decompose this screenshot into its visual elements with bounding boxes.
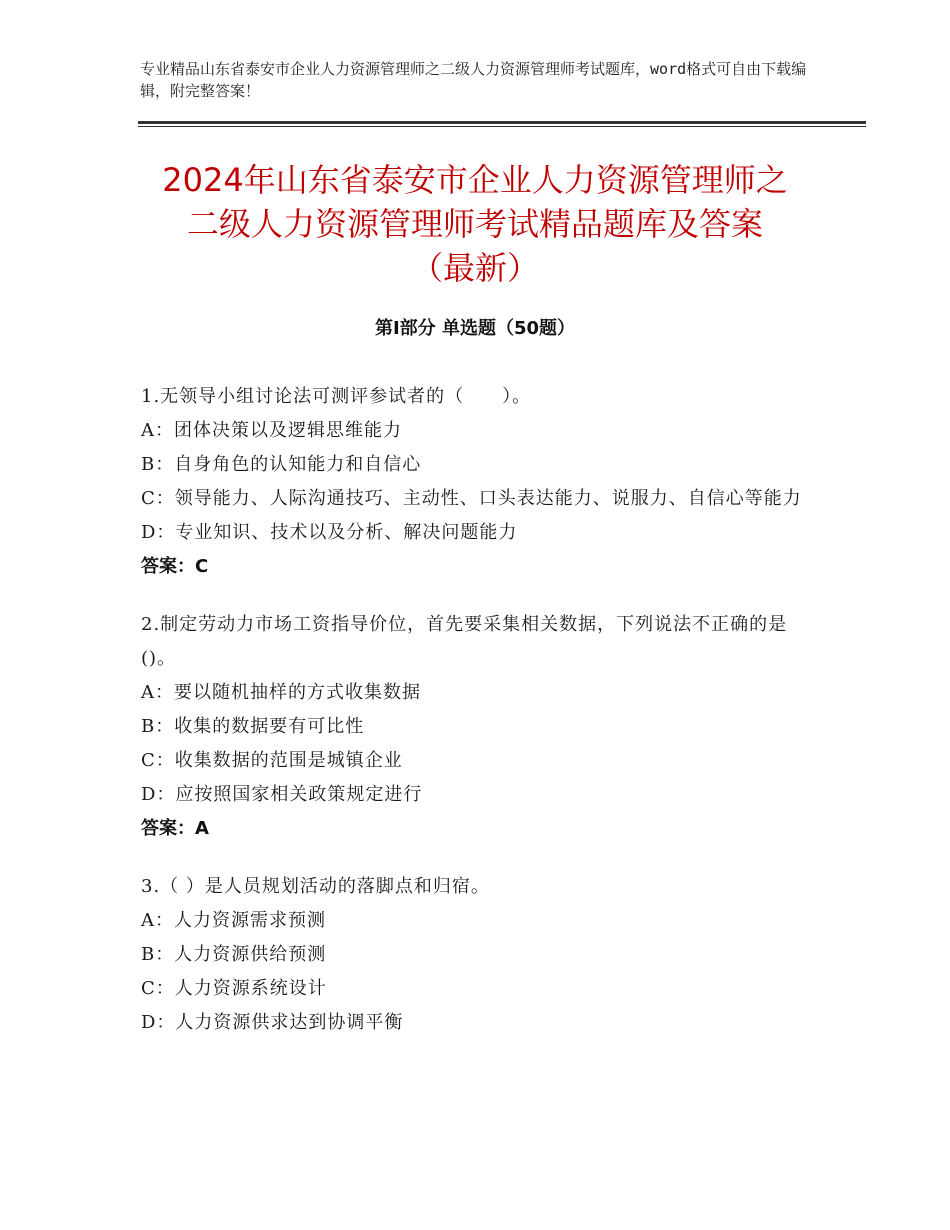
header-divider-thick bbox=[138, 121, 866, 124]
question-2 bbox=[141, 608, 811, 846]
answer: 答案：A bbox=[141, 818, 209, 839]
option-d: D：专业知识、技术以及分析、解决问题能力 bbox=[141, 522, 518, 543]
question-list bbox=[141, 380, 811, 1064]
option-c: C：人力资源系统设计 bbox=[141, 978, 327, 999]
question-stem: 3.（ ）是人员规划活动的落脚点和归宿。 bbox=[141, 876, 490, 897]
title-line-1: 2024年山东省泰安市企业人力资源管理师之 bbox=[162, 161, 788, 199]
option-c: C：收集数据的范围是城镇企业 bbox=[141, 750, 403, 771]
option-c: C：领导能力、人际沟通技巧、主动性、口头表达能力、说服力、自信心等能力 bbox=[141, 488, 802, 509]
question-3 bbox=[141, 870, 811, 1040]
option-b: B：人力资源供给预测 bbox=[141, 944, 327, 965]
option-d: D：应按照国家相关政策规定进行 bbox=[141, 784, 423, 805]
question-stem: 2.制定劳动力市场工资指导价位，首先要采集相关数据，下列说法不正确的是()。 bbox=[141, 614, 788, 669]
title-line-3: （最新） bbox=[410, 249, 539, 287]
document-title bbox=[138, 158, 812, 290]
option-a: A：要以随机抽样的方式收集数据 bbox=[141, 682, 421, 703]
question-1 bbox=[141, 380, 811, 584]
title-line-2: 二级人力资源管理师考试精品题库及答案 bbox=[186, 205, 763, 243]
header-divider-thin bbox=[138, 126, 866, 127]
option-d: D：人力资源供求达到协调平衡 bbox=[141, 1012, 404, 1033]
section-title: 第Ⅰ部分 单选题（50题） bbox=[374, 318, 575, 339]
option-b: B：自身角色的认知能力和自信心 bbox=[141, 454, 422, 475]
option-a: A：人力资源需求预测 bbox=[141, 910, 326, 931]
option-a: A：团体决策以及逻辑思维能力 bbox=[141, 420, 402, 441]
question-stem: 1.无领导小组讨论法可测评参试者的（ ）。 bbox=[141, 386, 532, 407]
header-note: 专业精品山东省泰安市企业人力资源管理师之二级人力资源管理师考试题库，word格式可自由下载编辑，附完整答案！ bbox=[140, 60, 807, 100]
answer: 答案：C bbox=[141, 556, 209, 577]
option-b: B：收集的数据要有可比性 bbox=[141, 716, 365, 737]
